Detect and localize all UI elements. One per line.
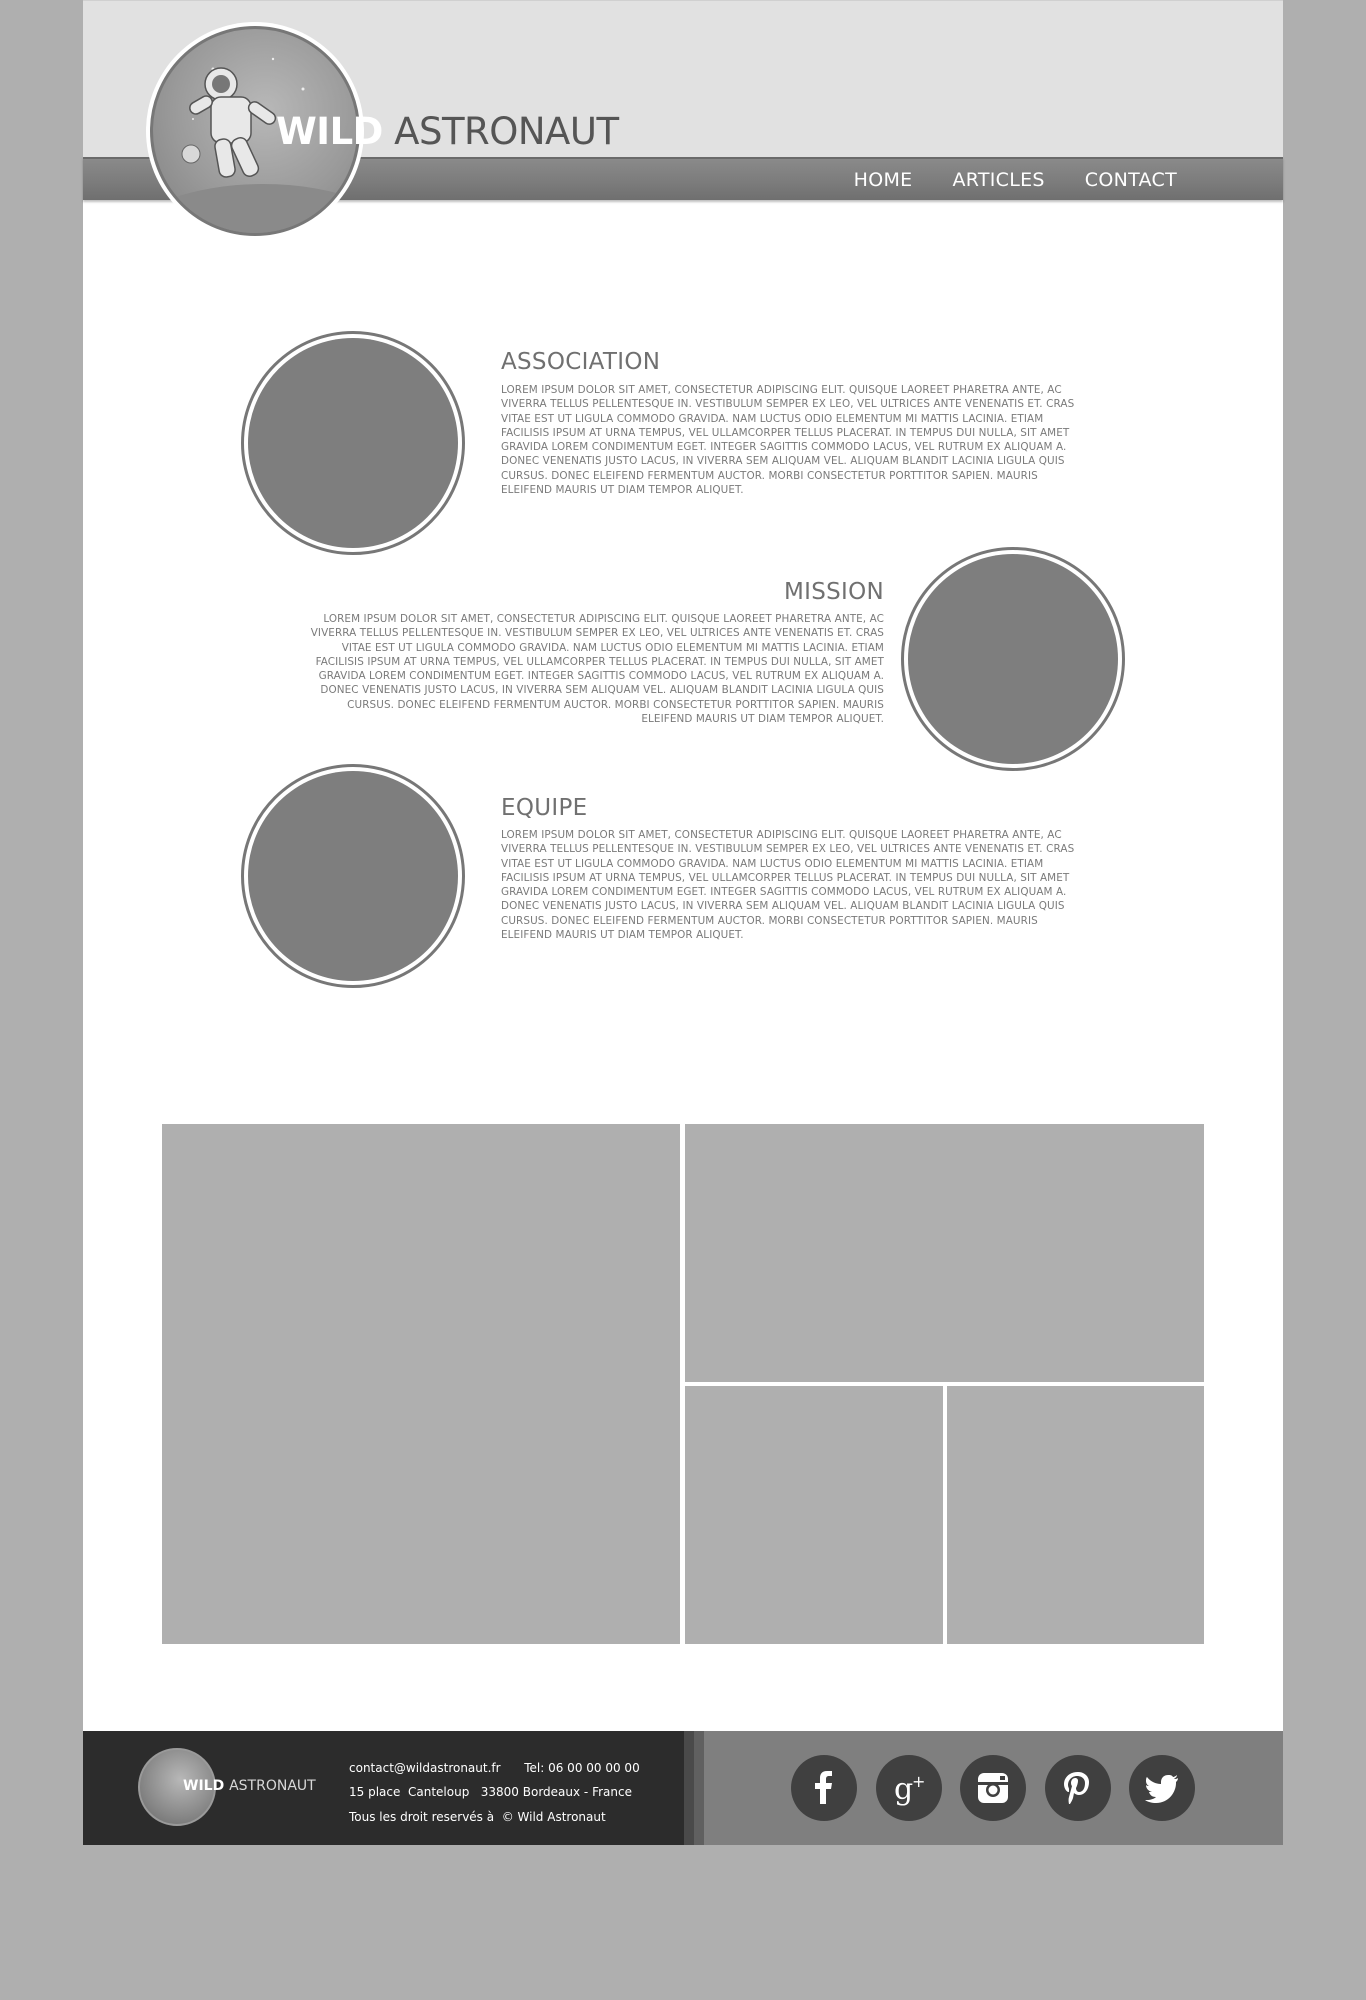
equipe-text: LOREM IPSUM DOLOR SIT AMET, CONSECTETUR ADIPISCING ELIT. QUISQUE LAOREET PHARETRA ANTE, AC VIVERRA TELLUS PELLENTESQUE IN. VESTIBULUM SEMPER EX LEO, VEL ULTRICES ANTE VENENATIS ET. CRAS VITAE EST UT LIGULA COMMODO GRAVIDA. NAM LUCTUS ODIO ELEMENTUM MI MATTIS LACINIA. ETIAM FACILISIS IPSUM AT URNA TEMPUS, VEL ULLAMCORPER TELLUS PLACERAT. IN TEMPUS DUI NULLA, SIT AMET GRAVIDA LOREM CONDIMENTUM EGET. INTEGER SAGITTIS COMMODO LACUS, VEL RUTRUM EX ALIQUAM A. DONEC VENENATIS JUSTO LACUS, IN VIVERRA SEM ALIQUAM VEL. ALIQUAM BLANDIT LACINIA LIGULA QUIS CURSUS. DONEC ELEIFEND FERMENTUM AUCTOR. MORBI CONSECTETUR PORTTITOR SAPIEN. MAURIS ELEIFEND MAURIS UT DIAM TEMPOR ALIQUET. xyxy=(501,829,1075,942)
google-plus-icon[interactable] xyxy=(876,1755,942,1821)
logo-wild: WILD xyxy=(276,110,383,153)
nav-articles[interactable]: ARTICLES xyxy=(952,168,1045,191)
instagram-icon[interactable] xyxy=(960,1755,1026,1821)
svg-text:g: g xyxy=(894,1772,914,1807)
gallery-large[interactable] xyxy=(162,1124,680,1644)
nav-contact[interactable]: CONTACT xyxy=(1084,168,1177,191)
footer-logo-wild: WILD xyxy=(183,1778,225,1794)
footer-rights: Tous les droit reservés à © Wild Astronaut xyxy=(349,1810,606,1824)
association-title: ASSOCIATION xyxy=(501,349,661,375)
footer-contact-line xyxy=(349,1761,640,1775)
association-image xyxy=(241,331,465,555)
equipe-image xyxy=(241,764,465,988)
association-text: LOREM IPSUM DOLOR SIT AMET, CONSECTETUR ADIPISCING ELIT. QUISQUE LAOREET PHARETRA ANTE, AC VIVERRA TELLUS PELLENTESQUE IN. VESTIBULUM SEMPER EX LEO, VEL ULTRICES ANTE VENENATIS ET. CRAS VITAE EST UT LIGULA COMMODO GRAVIDA. NAM LUCTUS ODIO ELEMENTUM MI MATTIS LACINIA. ETIAM FACILISIS IPSUM AT URNA TEMPUS, VEL ULLAMCORPER TELLUS PLACERAT. IN TEMPUS DUI NULLA, SIT AMET GRAVIDA LOREM CONDIMENTUM EGET. INTEGER SAGITTIS COMMODO LACUS, VEL RUTRUM EX ALIQUAM A. DONEC VENENATIS JUSTO LACUS, IN VIVERRA SEM ALIQUAM VEL. ALIQUAM BLANDIT LACINIA LIGULA QUIS CURSUS. DONEC ELEIFEND FERMENTUM AUCTOR. MORBI CONSECTETUR PORTTITOR SAPIEN. MAURIS ELEIFEND MAURIS UT DIAM TEMPOR ALIQUET. xyxy=(501,384,1075,497)
logo-astronaut: ASTRONAUT xyxy=(394,110,619,153)
mission-image xyxy=(901,547,1125,771)
footer-divider-2 xyxy=(694,1731,704,1845)
footer-info-panel xyxy=(83,1731,684,1845)
logo-text[interactable] xyxy=(276,110,619,153)
twitter-icon[interactable] xyxy=(1129,1755,1195,1821)
page-container xyxy=(83,0,1283,1845)
footer-address: 15 place Canteloup 33800 Bordeaux - France xyxy=(349,1785,632,1799)
gallery-top-right[interactable] xyxy=(685,1124,1204,1382)
footer-logo-astronaut: ASTRONAUT xyxy=(229,1778,316,1794)
facebook-icon[interactable] xyxy=(791,1755,857,1821)
pinterest-icon[interactable] xyxy=(1045,1755,1111,1821)
footer-divider xyxy=(684,1731,694,1845)
equipe-title: EQUIPE xyxy=(501,795,588,821)
gallery-bottom-right[interactable] xyxy=(947,1386,1204,1644)
svg-text:+: + xyxy=(912,1772,926,1791)
mission-text: LOREM IPSUM DOLOR SIT AMET, CONSECTETUR ADIPISCING ELIT. QUISQUE LAOREET PHARETRA ANTE, AC VIVERRA TELLUS PELLENTESQUE IN. VESTIBULUM SEMPER EX LEO, VEL ULTRICES ANTE VENENATIS ET. CRAS VITAE EST UT LIGULA COMMODO GRAVIDA. NAM LUCTUS ODIO ELEMENTUM MI MATTIS LACINIA. ETIAM FACILISIS IPSUM AT URNA TEMPUS, VEL ULLAMCORPER TELLUS PLACERAT. IN TEMPUS DUI NULLA, SIT AMET GRAVIDA LOREM CONDIMENTUM EGET. INTEGER SAGITTIS COMMODO LACUS, VEL RUTRUM EX ALIQUAM A. DONEC VENENATIS JUSTO LACUS, IN VIVERRA SEM ALIQUAM VEL. ALIQUAM BLANDIT LACINIA LIGULA QUIS CURSUS. DONEC ELEIFEND FERMENTUM AUCTOR. MORBI CONSECTETUR PORTTITOR SAPIEN. MAURIS ELEIFEND MAURIS UT DIAM TEMPOR ALIQUET. xyxy=(310,613,884,726)
footer-tel: Tel: 06 00 00 00 00 xyxy=(524,1761,640,1775)
footer-logo-text[interactable] xyxy=(183,1778,316,1794)
main-nav xyxy=(854,159,1177,200)
mission-title: MISSION xyxy=(783,579,884,605)
gallery-bottom-middle[interactable] xyxy=(685,1386,943,1644)
footer-email[interactable]: contact@wildastronaut.fr xyxy=(349,1761,501,1775)
footer xyxy=(83,1731,1283,1845)
nav-home[interactable]: HOME xyxy=(853,168,913,191)
